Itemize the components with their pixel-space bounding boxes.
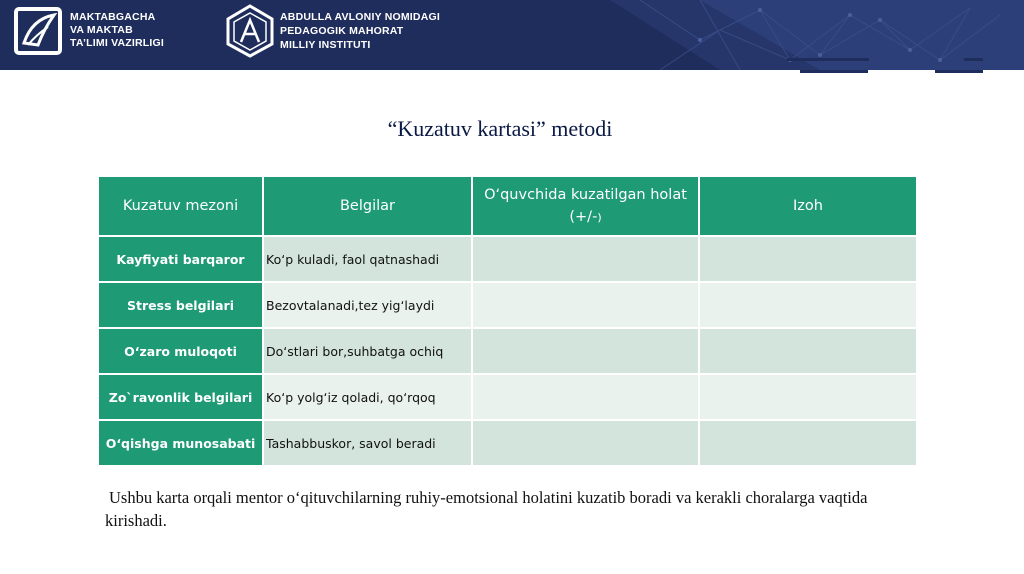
row-criterion: Kayfiyati barqaror [98,236,263,282]
table-row [98,282,917,328]
header-observed-line1: O‘quvchida kuzatilgan holat [484,186,687,203]
header-observed-paren: ) [597,210,602,224]
row-criterion: O‘qishga munosabati [98,420,263,466]
table-row [98,236,917,282]
row-note-cell[interactable] [699,374,917,420]
institute-line-3: MILLIY INSTITUTI [280,39,371,51]
row-signs: Bezovtalanadi,tez yig‘laydi [263,282,472,328]
table-row [98,374,917,420]
table-row [98,328,917,374]
row-criterion: Zo`ravonlik belgilari [98,374,263,420]
ministry-name [70,11,164,50]
institute-line-1: ABDULLA AVLONIY NOMIDAGI [280,11,440,23]
row-observed-cell[interactable] [472,374,699,420]
row-signs: Ko‘p yolg‘iz qoladi, qo‘rqoq [263,374,472,420]
row-signs: Do‘stlari bor,suhbatga ochiq [263,328,472,374]
decor-line-2 [800,70,868,73]
row-observed-cell[interactable] [472,282,699,328]
decor-line-3 [935,70,983,73]
table-header-row [98,176,917,236]
ministry-logo-icon [14,5,64,57]
slide-title: “Kuzatuv kartasi” metodi [387,116,613,141]
ministry-line-1: MAKTABGACHA [70,11,156,23]
header-observed-plusminus: (+/- [569,208,598,225]
header-note: Izoh [699,176,917,236]
header-observed [472,176,699,236]
institute-logo-icon [225,4,275,58]
observation-table [97,175,918,467]
decor-line-1 [787,58,869,61]
header-banner [0,0,1024,70]
row-note-cell[interactable] [699,328,917,374]
summary-text: Ushbu karta orqali mentor o‘qituvchilarning ruhiy-emotsional holatini kuzatib boradi va kerakli choralarga vaqtida kirishadi. [105,488,868,530]
row-signs: Tashabbuskor, savol beradi [263,420,472,466]
row-criterion: O‘zaro muloqoti [98,328,263,374]
row-note-cell[interactable] [699,420,917,466]
row-criterion: Stress belgilari [98,282,263,328]
row-note-cell[interactable] [699,236,917,282]
header-signs: Belgilar [263,176,472,236]
decor-line-4 [964,58,983,61]
institute-line-2: PEDAGOGIK MAHORAT [280,25,404,37]
row-note-cell[interactable] [699,282,917,328]
header-criterion: Kuzatuv mezoni [98,176,263,236]
row-observed-cell[interactable] [472,236,699,282]
header-observed-line2 [473,206,698,229]
ministry-line-3: TA’LIMI VAZIRLIGI [70,37,165,49]
ministry-line-2: VA MAKTAB [70,24,133,36]
row-observed-cell[interactable] [472,420,699,466]
institute-name [280,10,440,52]
row-signs: Ko‘p kuladi, faol qatnashadi [263,236,472,282]
table-row [98,420,917,466]
row-observed-cell[interactable] [472,328,699,374]
